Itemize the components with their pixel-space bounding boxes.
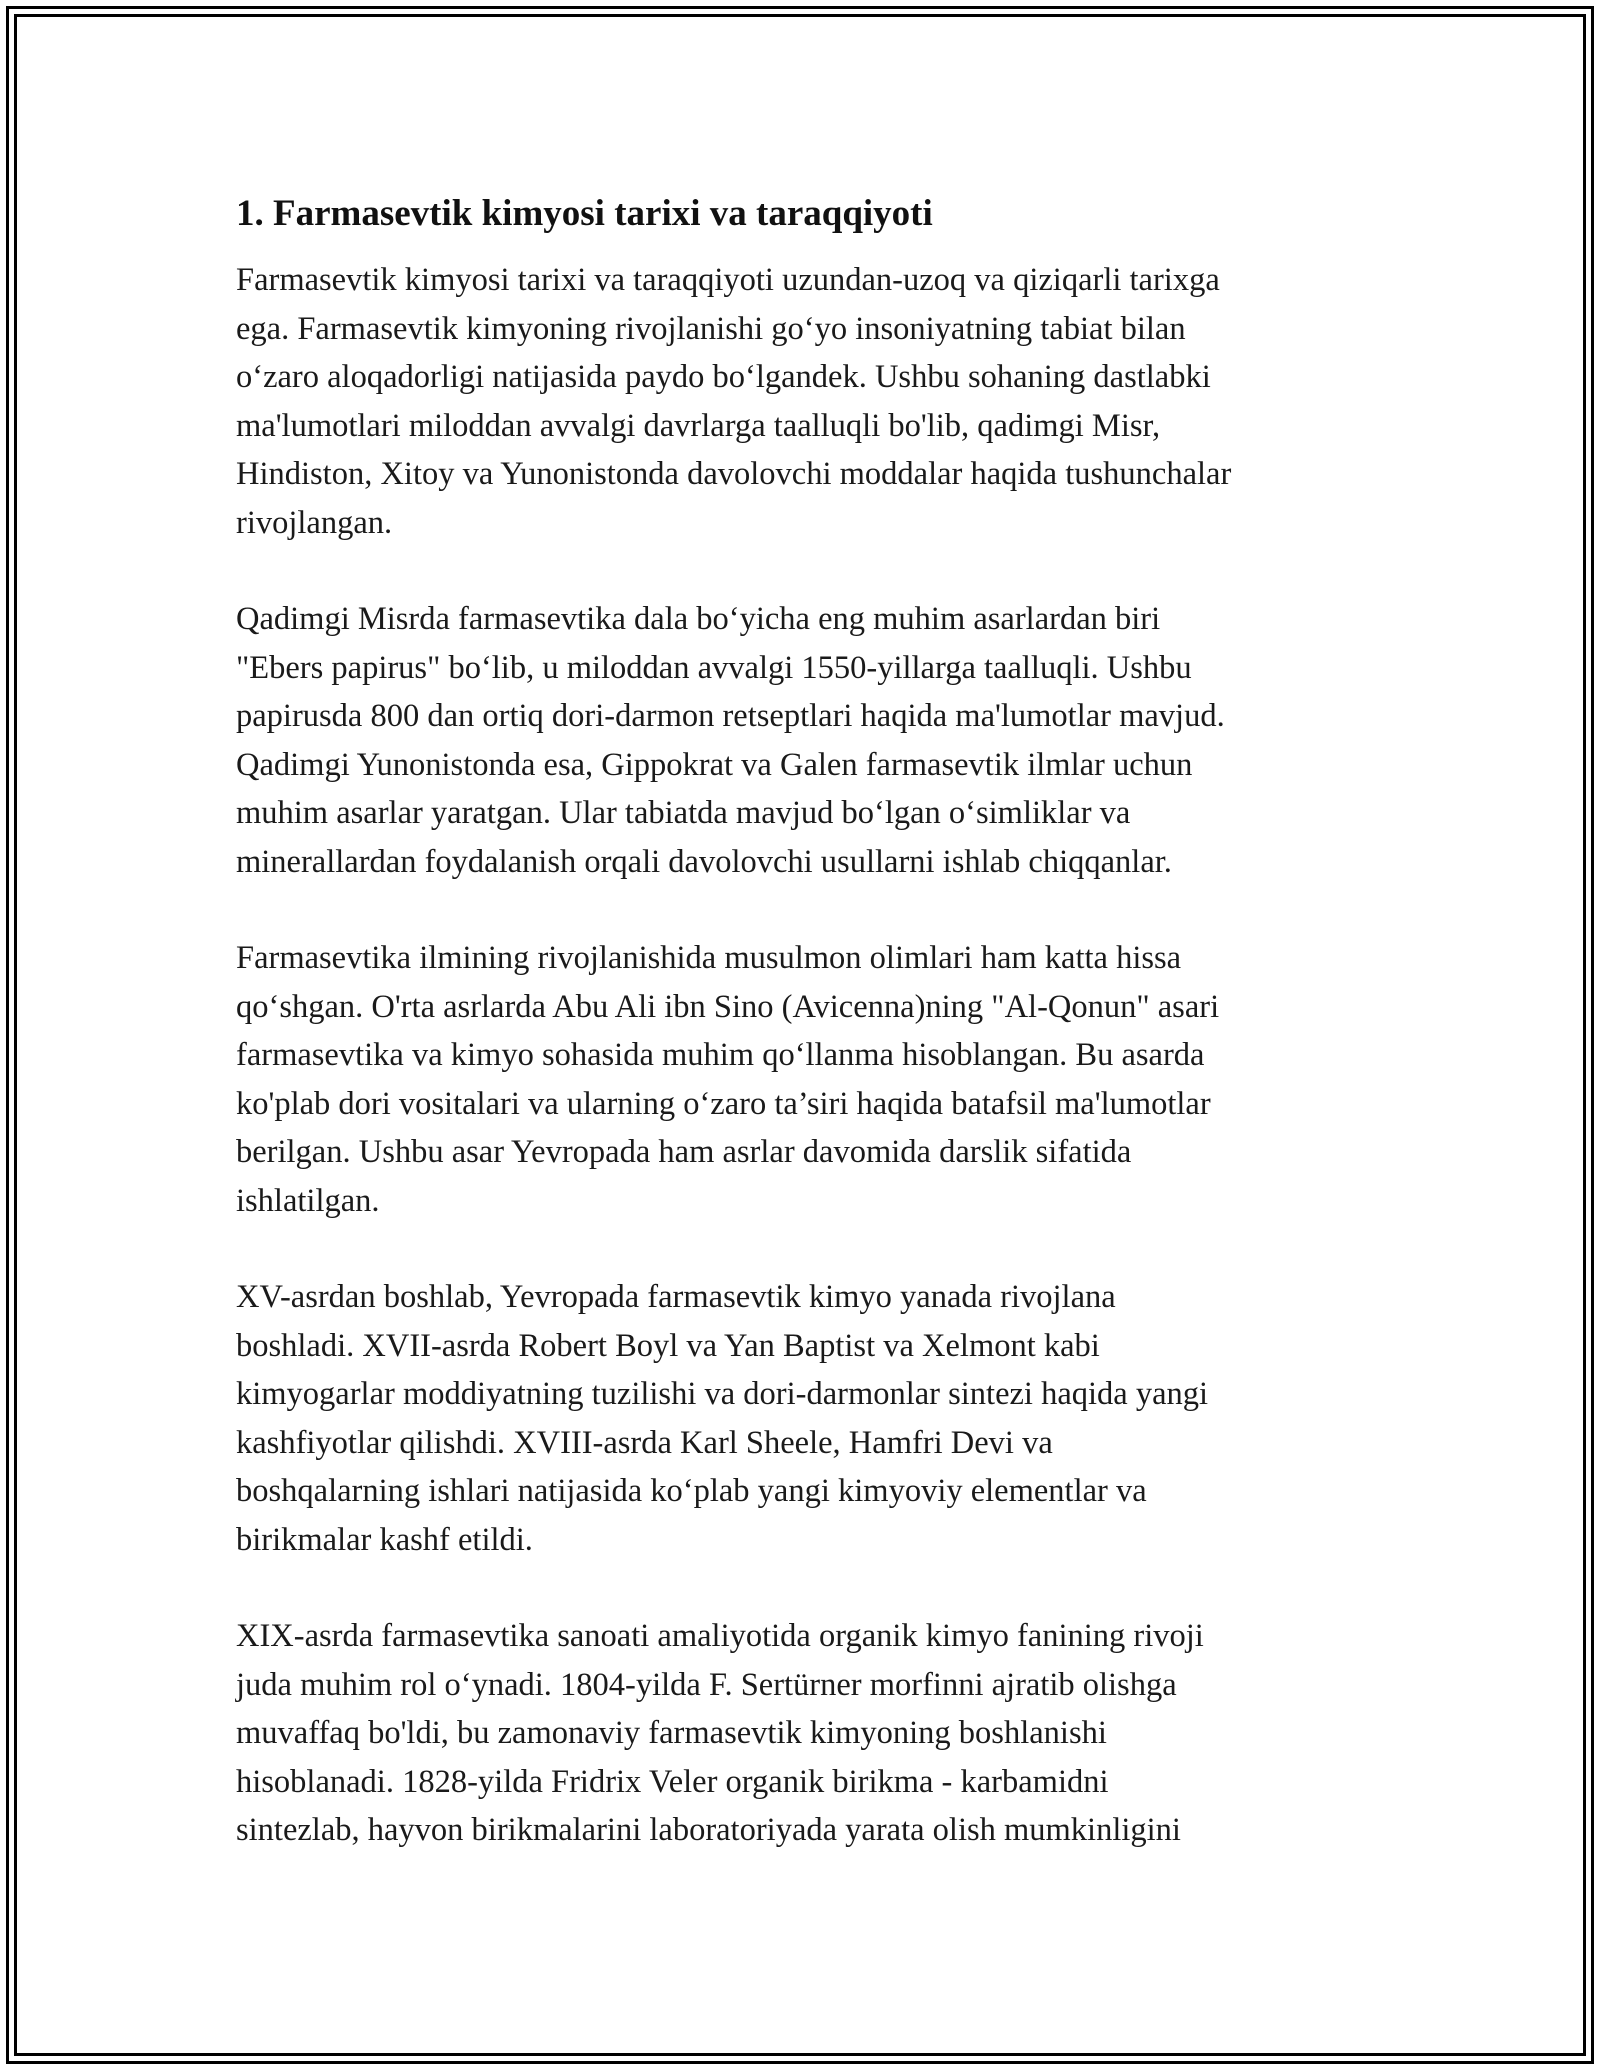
text-line: Qadimgi Misrda farmasevtika dala bo‘yicha eng muhim asarlardan biri — [236, 601, 1161, 637]
document-body — [236, 188, 1376, 1903]
text-line: farmasevtika va kimyo sohasida muhim qo‘llanma hisoblangan. Bu asarda — [236, 1037, 1205, 1073]
text-line: qo‘shgan. O'rta asrlarda Abu Ali ibn Sino (Avicenna)ning "Al-Qonun" asari — [236, 988, 1220, 1025]
text-line: sintezlab, hayvon birikmalarini laboratoriyada yarata olish mumkinligini — [236, 1812, 1181, 1848]
text-line: ishlatilgan. — [236, 1182, 380, 1219]
text-line: juda muhim rol o‘ynadi. 1804-yilda F. Sertürner morfinni ajratib olishga — [236, 1666, 1177, 1703]
text-line: berilgan. Ushbu asar Yevropada ham asrlar davomida darslik sifatida — [236, 1134, 1132, 1170]
section-title: 1. Farmasevtik kimyosi tarixi va taraqqiyoti — [236, 193, 933, 234]
text-line: hisoblanadi. 1828-yilda Fridrix Veler organik birikma - karbamidni — [236, 1763, 1109, 1800]
text-line: "Ebers papirus" bo‘lib, u miloddan avvalgi 1550-yillarga taalluqli. Ushbu — [236, 649, 1192, 686]
text-line: ega. Farmasevtik kimyoning rivojlanishi go‘yo insoniyatning tabiat bilan — [236, 310, 1186, 347]
text-line: ko'plab dori vositalari va ularning o‘zaro ta’siri haqida batafsil ma'lumotlar — [236, 1085, 1211, 1122]
paragraph-nineteenth-century — [236, 1612, 1376, 1855]
text-line: o‘zaro aloqadorligi natijasida paydo bo‘lgandek. Ushbu sohaning dastlabki — [236, 359, 1211, 395]
text-line: Hindiston, Xitoy va Yunonistonda davolovchi moddalar haqida tushunchalar — [236, 456, 1232, 492]
text-line: ma'lumotlari miloddan avvalgi davrlarga taalluqli bo'lib, qadimgi Misr, — [236, 407, 1161, 444]
paragraph-ancient-egypt — [236, 595, 1376, 886]
text-line: birikmalar kashf etildi. — [236, 1521, 533, 1558]
paragraph-muslim-scholars — [236, 934, 1376, 1225]
text-line: papirusda 800 dan ortiq dori-darmon retseptlari haqida ma'lumotlar mavjud. — [236, 698, 1225, 734]
paragraph-history-intro — [236, 256, 1376, 547]
text-line: Farmasevtika ilmining rivojlanishida musulmon olimlari ham katta hissa — [236, 940, 1182, 976]
text-line: boshladi. XVII-asrda Robert Boyl va Yan Baptist va Xelmont kabi — [236, 1327, 1100, 1364]
text-line: XIX-asrda farmasevtika sanoati amaliyotida organik kimyo fanining rivoji — [236, 1618, 1204, 1654]
paragraph-european-development — [236, 1273, 1376, 1564]
text-line: boshqalarning ishlari natijasida ko‘plab yangi kimyoviy elementlar va — [236, 1473, 1147, 1509]
text-line: muhim asarlar yaratgan. Ular tabiatda mavjud bo‘lgan o‘simliklar va — [236, 795, 1131, 831]
text-line: kashfiyotlar qilishdi. XVIII-asrda Karl Sheele, Hamfri Devi va — [236, 1424, 1053, 1461]
text-line: muvaffaq bo'ldi, bu zamonaviy farmasevtik kimyoning boshlanishi — [236, 1715, 1107, 1751]
text-line: rivojlangan. — [236, 504, 393, 541]
text-line: minerallardan foydalanish orqali davolovchi usullarni ishlab chiqqanlar. — [236, 843, 1172, 880]
text-line: XV-asrdan boshlab, Yevropada farmasevtik kimyo yanada rivojlana — [236, 1279, 1116, 1315]
text-line: Farmasevtik kimyosi tarixi va taraqqiyoti uzundan-uzoq va qiziqarli tarixga — [236, 262, 1220, 298]
text-line: Qadimgi Yunonistonda esa, Gippokrat va Galen farmasevtik ilmlar uchun — [236, 746, 1193, 783]
text-line: kimyogarlar moddiyatning tuzilishi va dori-darmonlar sintezi haqida yangi — [236, 1376, 1209, 1412]
